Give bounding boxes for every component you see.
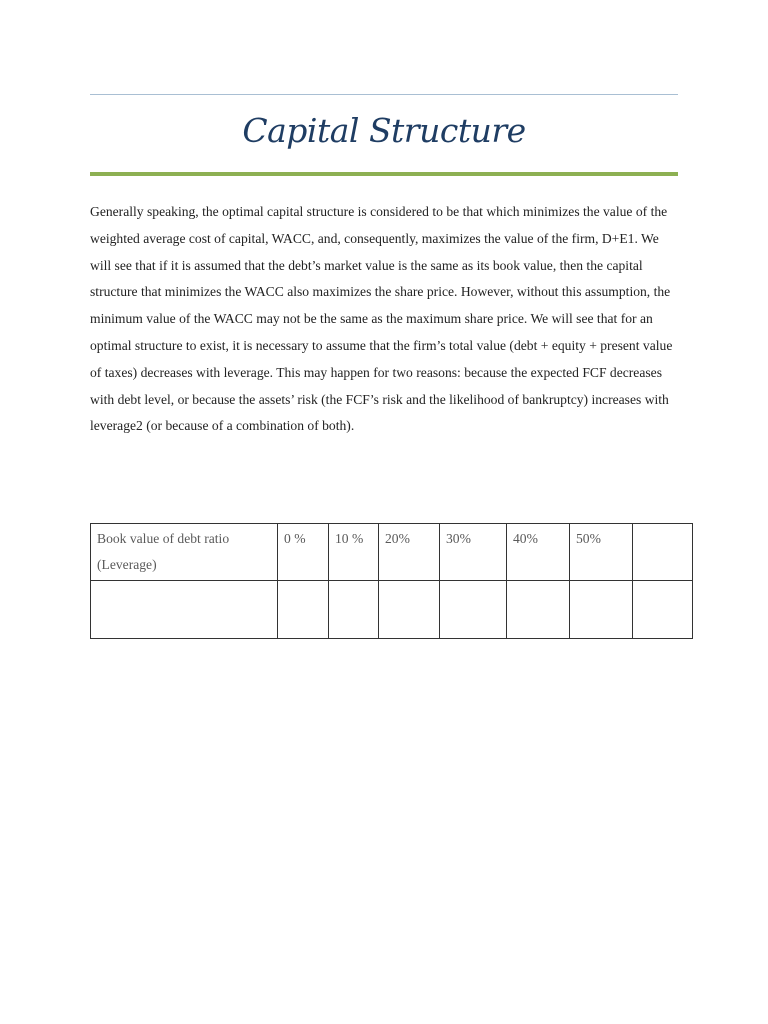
table-cell [329, 581, 379, 639]
table-header-row [91, 524, 693, 581]
title-underline-rule [90, 172, 678, 176]
header-top-rule [90, 94, 678, 95]
table-cell-level: 40% [507, 524, 570, 581]
table-cell-level: 10 % [329, 524, 379, 581]
table-cell-level [633, 524, 693, 581]
table-cell [440, 581, 507, 639]
table-cell-label: Book value of debt ratio (Leverage) [91, 524, 278, 581]
table-cell-level: 20% [379, 524, 440, 581]
table-row [91, 581, 693, 639]
table-cell-level: 50% [570, 524, 633, 581]
table-cell [91, 581, 278, 639]
table-cell [570, 581, 633, 639]
body-paragraph: Generally speaking, the optimal capital structure is considered to be that which minimizes the value of the weighted average cost of capital, WACC, and, consequently, maximizes the value of the firm, D+E1. We will see that if it is assumed that the debt’s market value is the same as its book value, then the capital structure that minimizes the WACC also maximizes the share price. However, without this assumption, the minimum value of the WACC may not be the same as the maximum share price. We will see that for an optimal structure to exist, it is necessary to assume that the firm’s total value (debt + equity + present value of taxes) decreases with leverage. This may happen for two reasons: because the expected FCF decreases with debt level, or because the assets’ risk (the FCF’s risk and the likelihood of bankruptcy) increases with leverage2 (or because of a combination of both). [90, 204, 673, 434]
table-cell [379, 581, 440, 639]
table-cell-level: 0 % [278, 524, 329, 581]
page-title: Capital Structure [242, 111, 526, 150]
leverage-table [90, 523, 693, 639]
table-cell [633, 581, 693, 639]
table-cell [278, 581, 329, 639]
table-cell-level: 30% [440, 524, 507, 581]
table-cell [507, 581, 570, 639]
